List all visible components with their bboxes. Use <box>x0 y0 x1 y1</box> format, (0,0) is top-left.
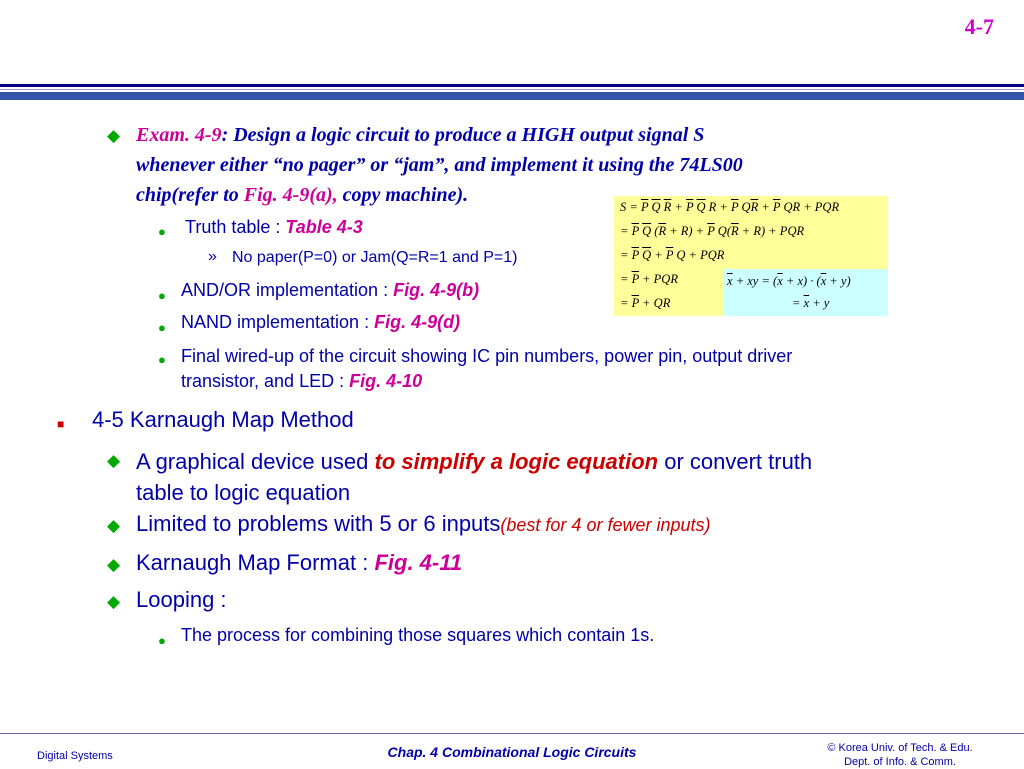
footer-right: © Korea Univ. of Tech. & Edu. Dept. of Info. & Comm. <box>827 742 973 768</box>
example-item-wired-up: Final wired-up of the circuit showing IC pin numbers, power pin, output driver transistor, and LED : Fig. 4-10 <box>181 346 793 391</box>
footer-left: Digital Systems <box>37 750 113 762</box>
diamond-bullet-icon: ◆ <box>107 516 121 535</box>
section-title: 4-5 Karnaugh Map Method <box>92 407 354 432</box>
section-item-limited: Limited to problems with 5 or 6 inputs(best for 4 or fewer inputs) <box>136 511 711 536</box>
dot-bullet-icon: ● <box>158 288 166 303</box>
example-label: Exam. 4-9 <box>136 124 222 146</box>
diamond-bullet-icon: ◆ <box>107 451 121 470</box>
equation-box <box>614 196 888 316</box>
example-text-line3-post: copy machine). <box>337 184 469 206</box>
example-fig-ref: Fig. 4-9(a), <box>243 184 338 206</box>
example-item-and-or: AND/OR implementation : Fig. 4-9(b) <box>181 280 480 300</box>
nand-ref: Fig. 4-9(d) <box>374 312 461 332</box>
header-rule-bottom <box>0 92 1024 100</box>
identity-line-2: = $\overline{x} + y$ <box>792 296 830 310</box>
example-text-line1: : Design a logic circuit to produce a HIGH output signal S <box>221 124 705 146</box>
dot-bullet-icon: ● <box>158 352 166 367</box>
equation-line-2: = $\overline{P}$ $\overline{Q}$ $(\overline{R} + R) + \overline{P}$ $Q(\overline{R} + R)$ + PQR <box>620 224 805 238</box>
identity-line-1: $\overline{x}$ + xy = $(\overline{x} + x) \cdot (\overline{x} + y)$ <box>727 274 851 288</box>
example-text-line2: whenever either “no pager” or “jam”, and implement it using the 74LS00 <box>136 154 743 176</box>
header-rule-top <box>0 84 1024 87</box>
example-text-line3-pre: chip(refer to <box>136 184 244 206</box>
equation-line-1: $S = \overline{P}$ $\overline{Q}$ $\overline{R} + \overline{P}$ $\overline{Q}$ $R + \overline{P}$ $Q\overline{R} + \overline{P}$ QR + PQR <box>620 200 840 214</box>
header-rule-mid <box>0 89 1024 90</box>
section-item-graphical: A graphical device used to simplify a logic equation or convert truth table to logic equation <box>136 449 813 505</box>
and-or-ref: Fig. 4-9(b) <box>393 280 480 300</box>
equation-line-3: = $\overline{P}$ $\overline{Q} + \overline{P}$ Q + PQR <box>620 248 725 262</box>
kmap-format-ref: Fig. 4-11 <box>374 550 463 575</box>
slide-number: 4-7 <box>964 14 994 39</box>
simplify-emphasis: to simplify a logic equation <box>374 449 659 474</box>
best-for-note: (best for 4 or fewer inputs) <box>500 515 711 535</box>
diamond-bullet-icon: ◆ <box>107 555 121 574</box>
diamond-bullet-icon: ◆ <box>107 126 121 145</box>
footer-center: Chap. 4 Combinational Logic Circuits <box>387 744 637 760</box>
square-bullet-icon: ■ <box>57 417 65 431</box>
footer-rule <box>0 733 1024 734</box>
section-item-kmap-format: Karnaugh Map Format : Fig. 4-11 <box>136 550 463 575</box>
equation-line-5: = $\overline{P}$ + QR <box>620 296 671 310</box>
equation-line-4: = $\overline{P}$ + PQR <box>620 272 678 286</box>
truth-table-ref: Table 4-3 <box>285 217 363 237</box>
sub-item-no-paper: No paper(P=0) or Jam(Q=R=1 and P=1) <box>232 249 518 266</box>
looping-sub-item: The process for combining those squares which contain 1s. <box>181 625 655 645</box>
dot-bullet-icon: ● <box>158 633 166 648</box>
diamond-bullet-icon: ◆ <box>107 592 121 611</box>
section-item-looping: Looping : <box>136 587 227 612</box>
sub-bullet-marker: » <box>208 248 217 265</box>
dot-bullet-icon: ● <box>158 224 166 239</box>
example-item-truth-table: Truth table : Table 4-3 <box>185 217 363 237</box>
dot-bullet-icon: ● <box>158 320 166 335</box>
wired-up-ref: Fig. 4-10 <box>349 371 423 391</box>
example-item-nand: NAND implementation : Fig. 4-9(d) <box>181 312 461 332</box>
